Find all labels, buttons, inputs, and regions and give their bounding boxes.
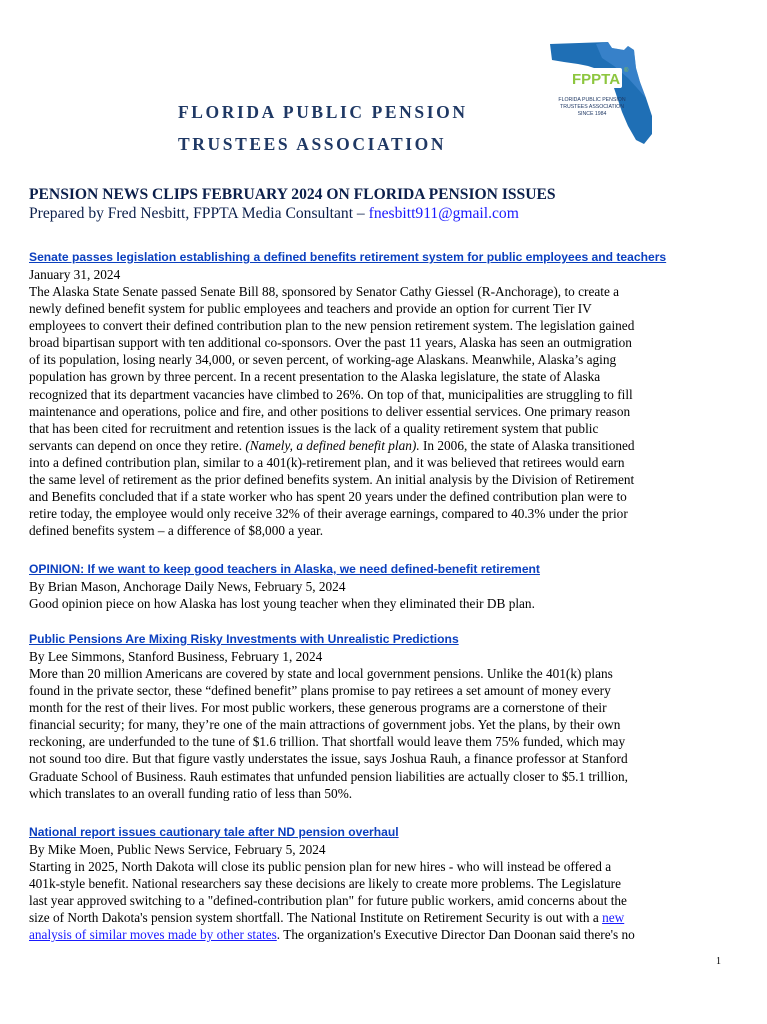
body-line: employees to convert their defined contribution plan to the new pension retirement system. The legislation gained xyxy=(29,318,635,334)
body-line: month for the rest of their lives. For most public workers, these generous programs are a cornerstone of their xyxy=(29,700,607,716)
article-body xyxy=(29,858,741,943)
florida-state-outline-icon xyxy=(548,38,654,146)
analysis-link-part-1[interactable]: new xyxy=(602,910,625,926)
body-line: the same level of retirement as the prior defined benefits system. An initial analysis by the Division of Retirement xyxy=(29,472,635,488)
body-line: recognized that its department vacancies have climbed to 26%. On top of that, municipalities are struggling to fill xyxy=(29,386,633,402)
body-line: financial security; for many, they’re one of the main attractions of government jobs. Yet the plans, by their own xyxy=(29,717,621,733)
org-title-line-2: TRUSTEES ASSOCIATION xyxy=(178,134,447,154)
logo-caption-line-3: SINCE 1984 xyxy=(577,111,607,117)
article-title-link[interactable]: Public Pensions Are Mixing Risky Investments with Unrealistic Predictions xyxy=(29,632,459,646)
article-nd-pension xyxy=(29,824,741,943)
body-text: size of North Dakota's pension system shortfall. The National Institute on Retirement Security is out with a xyxy=(29,910,603,926)
article-date: January 31, 2024 xyxy=(29,267,121,282)
article-body xyxy=(29,665,741,802)
body-line: More than 20 million Americans are covered by state and local government pensions. Unlike the 401(k) plans xyxy=(29,666,613,681)
logo-caption-line-1: FLORIDA PUBLIC PENSION xyxy=(558,97,626,103)
italic-note: (Namely, a defined benefit plan). xyxy=(245,437,420,453)
body-line: found in the private sector, these “defined benefit” plans promise to pay retirees a set amount of money every xyxy=(29,683,611,699)
article-byline: By Lee Simmons, Stanford Business, February 1, 2024 xyxy=(29,649,323,664)
body-line: not sound too dire. But that figure vastly understates the issue, says Joshua Rauh, a finance professor at Stanford xyxy=(29,751,628,767)
body-line-with-link xyxy=(29,909,741,926)
body-line: that has been cited for recruitment and retention issues is the lack of a quality retirement system that public xyxy=(29,420,599,436)
body-text: . The organization's Executive Director Dan Doonan said there's no xyxy=(276,927,635,943)
body-line: Good opinion piece on how Alaska has lost young teacher when they eliminated their DB plan. xyxy=(29,596,535,611)
body-line: last year approved switching to a "defined-contribution plan" for future public workers, amid concerns about the xyxy=(29,893,627,909)
logo-caption xyxy=(558,97,626,118)
body-line: and Benefits concluded that if a state worker who has spent 20 years under the defined contribution plan were to xyxy=(29,489,627,505)
body-line: 401k-style benefit. National researchers say these decisions are likely to create more problems. The Legislature xyxy=(29,876,621,892)
body-line: which translates to an overall funding ratio of less than 50%. xyxy=(29,785,353,801)
article-body xyxy=(29,595,741,612)
body-line: The Alaska State Senate passed Senate Bill 88, sponsored by Senator Cathy Giessel (R-Anchorage), to create a xyxy=(29,284,620,299)
body-line-with-link xyxy=(29,926,741,943)
article-title-link[interactable]: Senate passes legislation establishing a defined benefits retirement system for public employees and teachers xyxy=(29,250,667,264)
body-line: Graduate School of Business. Rauh estimates that unfunded pension liabilities are actually closer to $5.1 trillion, xyxy=(29,768,628,784)
document-heading: PENSION NEWS CLIPS FEBRUARY 2024 ON FLORIDA PENSION ISSUES xyxy=(29,186,556,203)
article-title-link[interactable]: National report issues cautionary tale after ND pension overhaul xyxy=(29,825,399,839)
logo-registered: ® xyxy=(624,68,629,74)
article-alaska-senate xyxy=(29,249,741,539)
body-line: of its population, losing nearly 34,000, or seven percent, of working-age Alaskans. Meanwhile, Alaska’s aging xyxy=(29,352,617,368)
body-line-with-italic xyxy=(29,437,741,454)
analysis-link-part-2[interactable]: analysis of similar moves made by other states xyxy=(29,927,277,943)
body-line: reckoning, are underfunded to the tune of $1.6 trillion. That shortfall would leave them 75% funded, which may xyxy=(29,734,626,750)
page-number: 1 xyxy=(716,956,721,967)
body-line: broad bipartisan support with ten additional co-sponsors. Over the past 11 years, Alaska has seen an outmigration xyxy=(29,335,632,351)
article-body xyxy=(29,283,741,539)
article-stanford-pensions xyxy=(29,631,741,802)
prepared-by xyxy=(29,204,749,223)
body-text: In 2006, the state of Alaska transitioned xyxy=(419,437,635,453)
body-text: servants can depend on once they retire. xyxy=(29,437,246,453)
organization-title xyxy=(178,96,468,160)
body-line: population has grown by three percent. In a recent presentation to the Alaska legislature, the state of Alaska xyxy=(29,369,601,385)
body-line: into a defined contribution plan, similar to a 401(k)-retirement plan, and it was believed that retirees would earn xyxy=(29,454,625,470)
body-line: newly defined benefit system for public employees and teachers and provide an option for current Tier IV xyxy=(29,301,592,317)
body-line: Starting in 2025, North Dakota will close its public pension plan for new hires - who will instead be offered a xyxy=(29,859,612,874)
body-line: maintenance and operations, police and fire, and other positions to deliver essential services. One primary reason xyxy=(29,403,631,419)
article-alaska-teachers-opinion xyxy=(29,561,741,612)
logo-abbr: FPPTA xyxy=(571,71,621,88)
article-byline: By Mike Moen, Public News Service, February 5, 2024 xyxy=(29,842,326,857)
logo-caption-line-2: TRUSTEES ASSOCIATION xyxy=(560,104,624,110)
article-title-link[interactable]: OPINION: If we want to keep good teachers in Alaska, we need defined-benefit retirement xyxy=(29,562,540,576)
body-line: defined benefits system – a difference of $8,000 a year. xyxy=(29,523,324,539)
body-line: retire today, the employee would only receive 32% of their average earnings, compared to 40.3% under the prior xyxy=(29,506,628,522)
article-byline: By Brian Mason, Anchorage Daily News, February 5, 2024 xyxy=(29,579,346,594)
email-link[interactable]: fnesbitt911@gmail.com xyxy=(368,205,519,222)
org-title-line-1: FLORIDA PUBLIC PENSION xyxy=(178,102,468,122)
document-header xyxy=(29,185,749,223)
prepared-by-text: Prepared by Fred Nesbitt, FPPTA Media Consultant – xyxy=(29,205,369,222)
fppta-logo xyxy=(548,38,654,146)
